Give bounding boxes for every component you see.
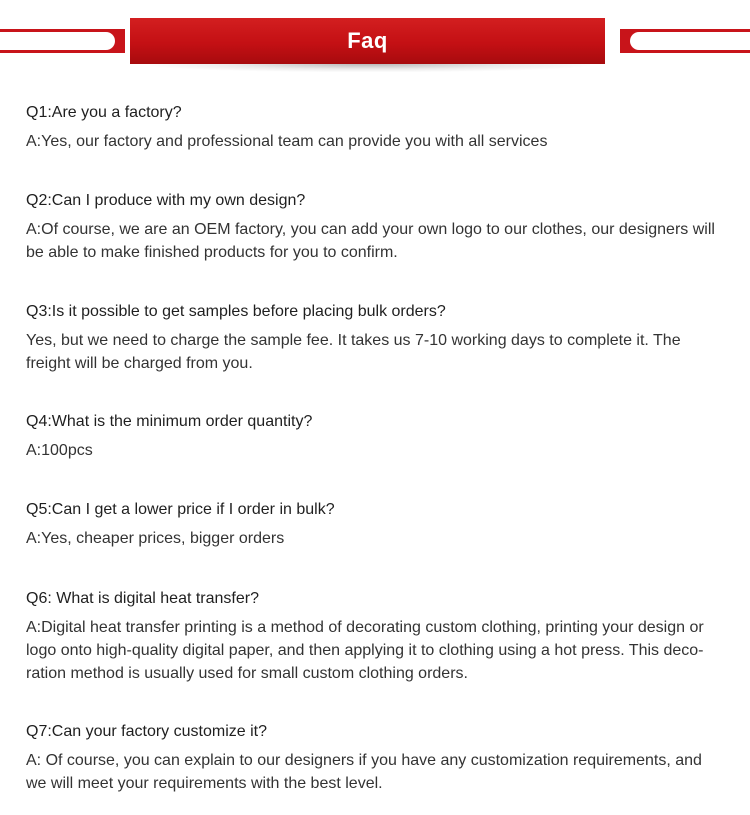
faq-answer: A:Yes, cheaper prices, bigger orders	[26, 530, 285, 547]
faq-item	[26, 588, 716, 685]
faq-answer: A:Digital heat transfer printing is a method of decorating custom clothing, printing your design or logo onto high-quality digital paper, and then applying it to clothing using a hot press. This deco-ration method is usually used for small custom clothing orders.	[26, 619, 704, 682]
faq-item	[26, 499, 716, 550]
faq-question: Q7:Can your factory customize it?	[26, 723, 267, 740]
faq-title-banner	[130, 18, 605, 64]
left-decorative-bar	[0, 29, 125, 53]
faq-answer: A:100pcs	[26, 442, 93, 459]
left-decorative-pill	[0, 32, 115, 50]
faq-question: Q3:Is it possible to get samples before placing bulk orders?	[26, 303, 446, 320]
faq-answer: Yes, but we need to charge the sample fee. It takes us 7-10 working days to complete it. The freight will be charged from you.	[26, 332, 681, 372]
faq-question: Q4:What is the minimum order quantity?	[26, 413, 313, 430]
faq-item	[26, 301, 716, 375]
right-decorative-bar	[620, 29, 750, 53]
right-decorative-pill	[630, 32, 750, 50]
faq-answer: A: Of course, you can explain to our designers if you have any customization requirements, and we will meet your requirements with the best level.	[26, 752, 702, 792]
faq-item	[26, 102, 716, 153]
faq-item	[26, 721, 716, 795]
faq-item	[26, 411, 716, 462]
faq-question: Q1:Are you a factory?	[26, 104, 182, 121]
page-title: Faq	[347, 28, 388, 53]
banner-shadow	[150, 64, 590, 72]
faq-answer: A:Yes, our factory and professional team can provide you with all services	[26, 133, 548, 150]
faq-question: Q6: What is digital heat transfer?	[26, 590, 259, 607]
faq-question: Q2:Can I produce with my own design?	[26, 192, 306, 209]
faq-question: Q5:Can I get a lower price if I order in bulk?	[26, 501, 335, 518]
faq-header	[0, 0, 750, 80]
faq-answer: A:Of course, we are an OEM factory, you can add your own logo to our clothes, our designers will be able to make finished products for you to confirm.	[26, 221, 715, 261]
faq-item	[26, 190, 716, 264]
